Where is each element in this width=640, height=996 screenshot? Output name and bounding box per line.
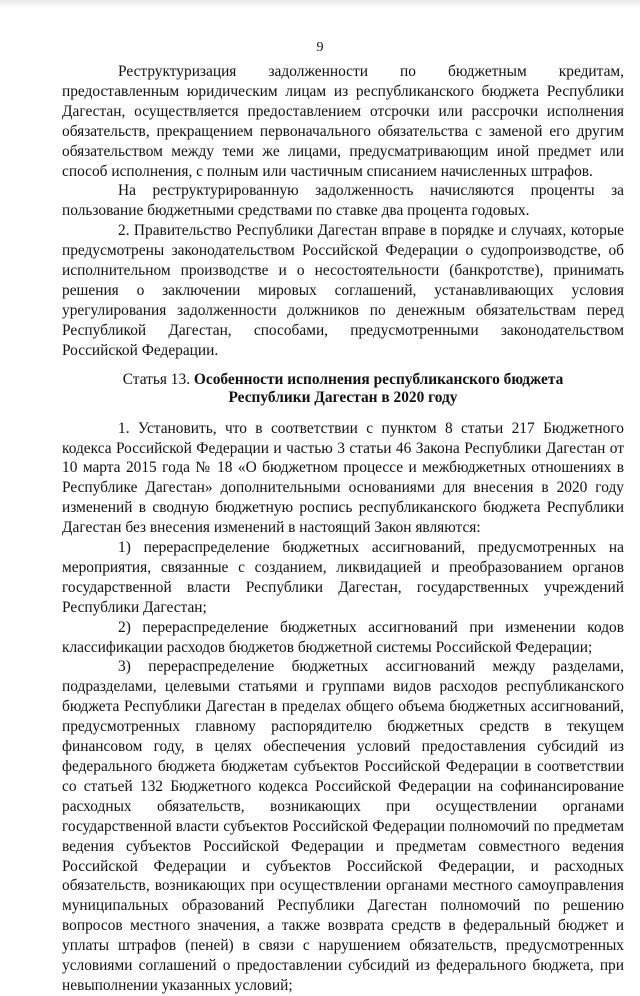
document-body bbox=[62, 62, 624, 996]
list-item: 1) перераспределение бюджетных ассигнований, предусмотренных на мероприятия, связанные с созданием, ликвидацией и преобразованием органов государственной власти Республики Дагестан, государственных учреждений Республики Дагестан; bbox=[62, 539, 624, 616]
paragraph: Реструктуризация задолженности по бюджетным кредитам, предоставленным юридическим лицам из республиканского бюджета Республики Дагестан, осуществляется предоставлением отсрочки или рассрочки исполнения обязательств, прекращением первоначального обязательства с заменой его другим обязательством между теми же лицами, предусматривающим иной предмет или способ исполнения, с полным или частичным списанием начисленных штрафов. bbox=[62, 63, 624, 180]
scan-edge-shadow bbox=[0, 0, 640, 8]
article-title-line1: Особенности исполнения республиканского бюджета bbox=[193, 370, 564, 388]
paragraph: 1. Установить, что в соответствии с пунктом 8 статьи 217 Бюджетного кодекса Российской Федерации и частью 3 статьи 46 Закона Республики Дагестан от 10 марта 2015 года № 18 «О бюджетном процессе и межбюджетных отношениях в Республике Дагестан» дополнительными основаниями для внесения в 2020 году изменений в сводную бюджетную роспись республиканского бюджета Республики Дагестан без внесения изменений в настоящий Закон являются: bbox=[62, 419, 624, 537]
paragraph: На реструктурированную задолженность начисляются проценты за пользование бюджетными средствами по ставке два процента годовых. bbox=[62, 182, 624, 220]
page-number: 9 bbox=[316, 40, 324, 55]
article-heading bbox=[62, 371, 624, 407]
article-number: Статья 13. bbox=[122, 370, 191, 388]
list-item: 3) перераспределение бюджетных ассигнований между разделами, подразделами, целевыми статьями и группами видов расходов республиканского бюджета Республики Дагестан в пределах общего объема бюджетных ассигнований, предусмотренных главному распорядителю бюджетных средств в текущем финансовом году, в целях обеспечения условий предоставления субсидий из федерального бюджета бюджетам субъектов Российской Федерации в соответствии со статьей 132 Бюджетного кодекса Российской Федерации на софинансирование расходных обязательств, возникающих при осуществлении органами государственной власти субъектов Российской Федерации полномочий по предметам ведения субъектов Российской Федерации и предметам совместного ведения Российской Федерации и субъектов Российской Федерации, и расходных обязательств, возникающих при осуществлении органами местного самоуправления муниципальных образований Республики Дагестан полномочий по решению вопросов местного значения, а также возврата средств в федеральный бюджет и уплаты штрафов (пеней) в связи с нарушением обязательств, предусмотренных условиями соглашений о предоставлении субсидий из федерального бюджета, при невыполнении указанных условий; bbox=[62, 658, 624, 994]
list-item: 2) перераспределение бюджетных ассигнований при изменении кодов классификации расходов бюджетов бюджетной системы Российской Федерации; bbox=[62, 618, 624, 656]
paragraph: 2. Правительство Республики Дагестан вправе в порядке и случаях, которые предусмотрены законодательством Российской Федерации о судопроизводстве, об исполнительном производстве и о несостоятельности (банкротстве), принимать решения о заключении мировых соглашений, устанавливающих условия урегулирования задолженности должников по денежным обязательствам перед Республикой Дагестан, способами, предусмотренными законодательством Российской Федерации. bbox=[62, 222, 624, 359]
article-title-line2: Республики Дагестан в 2020 году bbox=[228, 388, 458, 406]
